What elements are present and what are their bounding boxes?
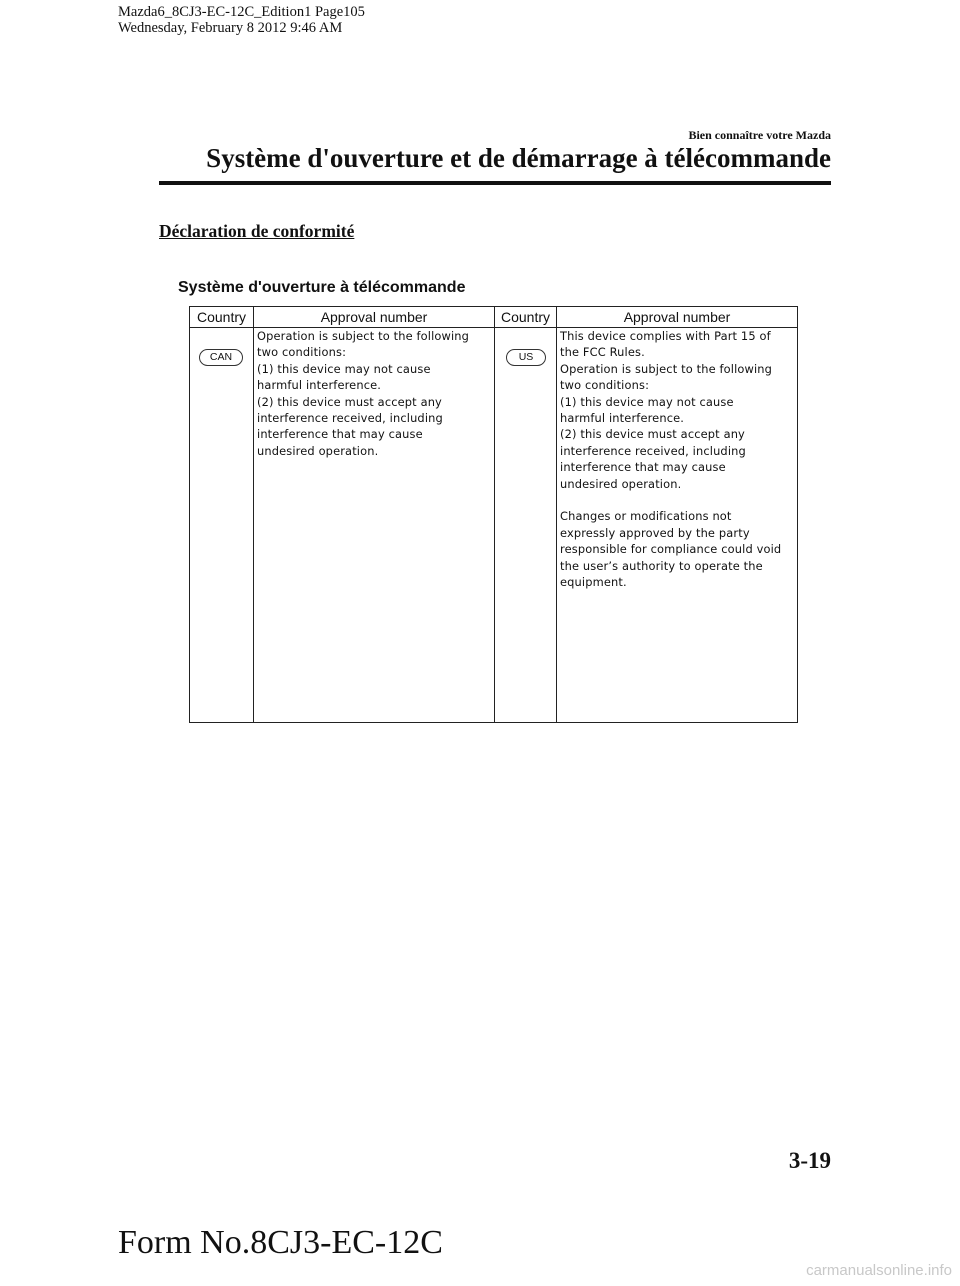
header-approval-1: Approval number (320, 309, 428, 325)
header-country-2: Country (500, 309, 551, 325)
column-divider (556, 307, 557, 722)
approval-text-can: Operation is subject to the following two conditions: (1) this device may not cause harmful interference. (2) this device must accept any interference received, including interference that may cause undesired operation. (257, 329, 470, 458)
section-title: Système d'ouverture et de démarrage à télécommande (206, 143, 831, 173)
approval-text-us: This device complies with Part 15 of the FCC Rules. Operation is subject to the following two conditions: (1) this device may not cause harmful interference. (2) this device must accept any interference received, including interference that may cause undesired operation. Changes or modifications not expressly approved by the party responsible for compliance could void the user’s authority to operate the equipment. (560, 329, 782, 590)
table-caption: Système d'ouverture à télécommande (178, 279, 466, 296)
print-info-line-2: Wednesday, February 8 2012 9:46 AM (118, 20, 343, 36)
column-divider (494, 307, 495, 722)
approval-table (189, 306, 798, 723)
page-number: 3-19 (788, 1148, 831, 1173)
header-country-1: Country (196, 309, 247, 325)
column-divider (253, 307, 254, 722)
running-header: Bien connaître votre Mazda (688, 128, 831, 142)
watermark: carmanualsonline.info (806, 1262, 952, 1279)
header-approval-2: Approval number (623, 309, 731, 325)
declaration-heading: Déclaration de conformité (159, 221, 355, 241)
header-rule (159, 181, 831, 185)
form-number: Form No.8CJ3-EC-12C (118, 1224, 443, 1261)
print-info-line-1: Mazda6_8CJ3-EC-12C_Edition1 Page105 (118, 4, 365, 20)
country-badge-can: CAN (199, 349, 243, 366)
country-badge-us: US (506, 349, 546, 366)
